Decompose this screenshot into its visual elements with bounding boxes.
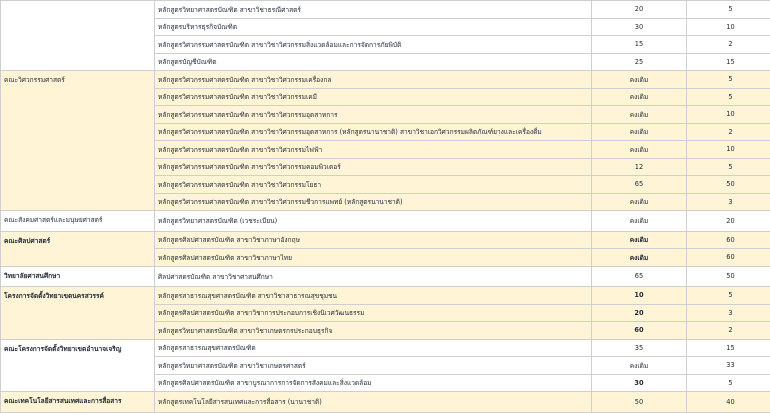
- quota-cell: 10: [687, 18, 770, 36]
- program-cell: หลักสูตรวิศวกรรมศาสตรบัณฑิต สาขาวิชาวิศวกรรมชีวการแพทย์ (หลักสูตรนานาชาติ): [155, 193, 592, 211]
- plan-cell: คงเดิม: [592, 106, 687, 124]
- quota-cell: 5: [687, 287, 770, 305]
- faculty-cell: คณะเทคโนโลยีสารสนเทศและการสื่อสาร: [1, 392, 155, 413]
- quota-cell: 60: [687, 249, 770, 267]
- plan-cell: 65: [592, 266, 687, 287]
- quota-cell: 3: [687, 304, 770, 322]
- table-row: [1, 287, 770, 305]
- program-cell: หลักสูตรวิศวกรรมศาสตรบัณฑิต สาขาวิชาวิศวกรรมสิ่งแวดล้อมและการจัดการภัยพิบัติ: [155, 36, 592, 54]
- program-cell: ศิลปศาสตรบัณฑิต สาขาวิชาศาสนศึกษา: [155, 266, 592, 287]
- plan-cell: คงเดิม: [592, 231, 687, 249]
- quota-cell: 60: [687, 231, 770, 249]
- table-row: [1, 211, 770, 232]
- program-cell: หลักสูตรเทคโนโลยีสารสนเทศและการสื่อสาร (นานาชาติ): [155, 392, 592, 413]
- table-row: [1, 392, 770, 413]
- table-row: [1, 231, 770, 249]
- table-row: [1, 71, 770, 89]
- faculty-cell: คณะโครงการจัดตั้งวิทยาเขตอำนาจเจริญ: [1, 339, 155, 392]
- plan-cell: คงเดิม: [592, 211, 687, 232]
- quota-cell: 40: [687, 392, 770, 413]
- faculty-cell: คณะสังคมศาสตร์และมนุษยศาสตร์: [1, 211, 155, 232]
- plan-cell: 60: [592, 322, 687, 340]
- plan-cell: คงเดิม: [592, 71, 687, 89]
- plan-cell: 30: [592, 374, 687, 392]
- quota-cell: 33: [687, 357, 770, 375]
- plan-cell: 12: [592, 158, 687, 176]
- program-cell: หลักสูตรวิทยาศาสตรบัณฑิต (เวชระเบียน): [155, 211, 592, 232]
- plan-cell: คงเดิม: [592, 123, 687, 141]
- program-cell: หลักสูตรวิทยาศาสตรบัณฑิต สาขาวิชาเกษตรกรประกอบธุรกิจ: [155, 322, 592, 340]
- plan-cell: 15: [592, 36, 687, 54]
- program-cell: หลักสูตรวิศวกรรมศาสตรบัณฑิต สาขาวิชาวิศวกรรมเคมี: [155, 88, 592, 106]
- quota-cell: 10: [687, 106, 770, 124]
- table-row: [1, 1, 770, 19]
- program-cell: หลักสูตรวิทยาศาสตรบัณฑิต สาขาวิชาเกษตรศาสตร์: [155, 357, 592, 375]
- table-body: [1, 1, 770, 413]
- quota-cell: 5: [687, 158, 770, 176]
- quota-cell: 5: [687, 374, 770, 392]
- quota-cell: 10: [687, 141, 770, 159]
- table-row: [1, 266, 770, 287]
- table-row: [1, 339, 770, 357]
- program-cell: หลักสูตรศิลปศาสตรบัณฑิต สาขาวิชาภาษาอังกฤษ: [155, 231, 592, 249]
- plan-cell: คงเดิม: [592, 141, 687, 159]
- program-cell: หลักสูตรวิศวกรรมศาสตรบัณฑิต สาขาวิชาวิศวกรรมอุตสาหการ: [155, 106, 592, 124]
- plan-cell: คงเดิม: [592, 249, 687, 267]
- quota-cell: 15: [687, 53, 770, 71]
- quota-cell: 5: [687, 1, 770, 19]
- quota-cell: 50: [687, 176, 770, 194]
- quota-cell: 5: [687, 71, 770, 89]
- program-cell: หลักสูตรวิศวกรรมศาสตรบัณฑิต สาขาวิชาวิศวกรรมไฟฟ้า: [155, 141, 592, 159]
- plan-cell: 25: [592, 53, 687, 71]
- program-cell: หลักสูตรศิลปศาสตรบัณฑิต สาขาบูรณาการการจัดการสังคมและสิ่งแวดล้อม: [155, 374, 592, 392]
- program-cell: หลักสูตรศิลปศาสตรบัณฑิต สาขาวิชาการประกอบการเชิงนิเวศวัฒนธรรม: [155, 304, 592, 322]
- faculty-cell: วิทยาลัยศาสนศึกษา: [1, 266, 155, 287]
- quota-cell: 50: [687, 266, 770, 287]
- quota-cell: 5: [687, 88, 770, 106]
- plan-cell: 50: [592, 392, 687, 413]
- program-cell: หลักสูตรวิศวกรรมศาสตรบัณฑิต สาขาวิชาวิศวกรรมคอมพิวเตอร์: [155, 158, 592, 176]
- plan-cell: 20: [592, 1, 687, 19]
- quota-cell: 3: [687, 193, 770, 211]
- program-cell: หลักสูตรสาธารณสุขศาสตรบัณฑิต สาขาวิชาสาธารณสุขชุมชน: [155, 287, 592, 305]
- quota-cell: 15: [687, 339, 770, 357]
- faculty-cell: คณะวิศวกรรมศาสตร์: [1, 71, 155, 211]
- plan-cell: 30: [592, 18, 687, 36]
- faculty-cell: [1, 1, 155, 71]
- faculty-cell: โครงการจัดตั้งวิทยาเขตนครสวรรค์: [1, 287, 155, 340]
- program-cell: หลักสูตรวิทยาศาสตรบัณฑิต สาขาวิชาธรณีศาสตร์: [155, 1, 592, 19]
- plan-cell: 20: [592, 304, 687, 322]
- program-cell: หลักสูตรบริหารธุรกิจบัณฑิต: [155, 18, 592, 36]
- plan-cell: คงเดิม: [592, 88, 687, 106]
- plan-cell: 10: [592, 287, 687, 305]
- quota-cell: 2: [687, 36, 770, 54]
- program-cell: หลักสูตรสาธารณสุขศาสตรบัณฑิต: [155, 339, 592, 357]
- quota-cell: 20: [687, 211, 770, 232]
- quota-cell: 2: [687, 322, 770, 340]
- program-cell: หลักสูตรศิลปศาสตรบัณฑิต สาขาวิชาภาษาไทย: [155, 249, 592, 267]
- plan-cell: คงเดิม: [592, 193, 687, 211]
- program-cell: หลักสูตรบัญชีบัณฑิต: [155, 53, 592, 71]
- plan-cell: 35: [592, 339, 687, 357]
- program-cell: หลักสูตรวิศวกรรมศาสตรบัณฑิต สาขาวิชาวิศวกรรมอุตสาหการ (หลักสูตรนานาชาติ) สาขาวิชาเอกวิศวกรรมผลิตภัณฑ์ยางและเครื่องดื่ม: [155, 123, 592, 141]
- faculty-cell: คณะศิลปศาสตร์: [1, 231, 155, 266]
- plan-cell: คงเดิม: [592, 357, 687, 375]
- plan-cell: 65: [592, 176, 687, 194]
- program-cell: หลักสูตรวิศวกรรมศาสตรบัณฑิต สาขาวิชาวิศวกรรมโยธา: [155, 176, 592, 194]
- quota-cell: 2: [687, 123, 770, 141]
- program-cell: หลักสูตรวิศวกรรมศาสตรบัณฑิต สาขาวิชาวิศวกรรมเครื่องกล: [155, 71, 592, 89]
